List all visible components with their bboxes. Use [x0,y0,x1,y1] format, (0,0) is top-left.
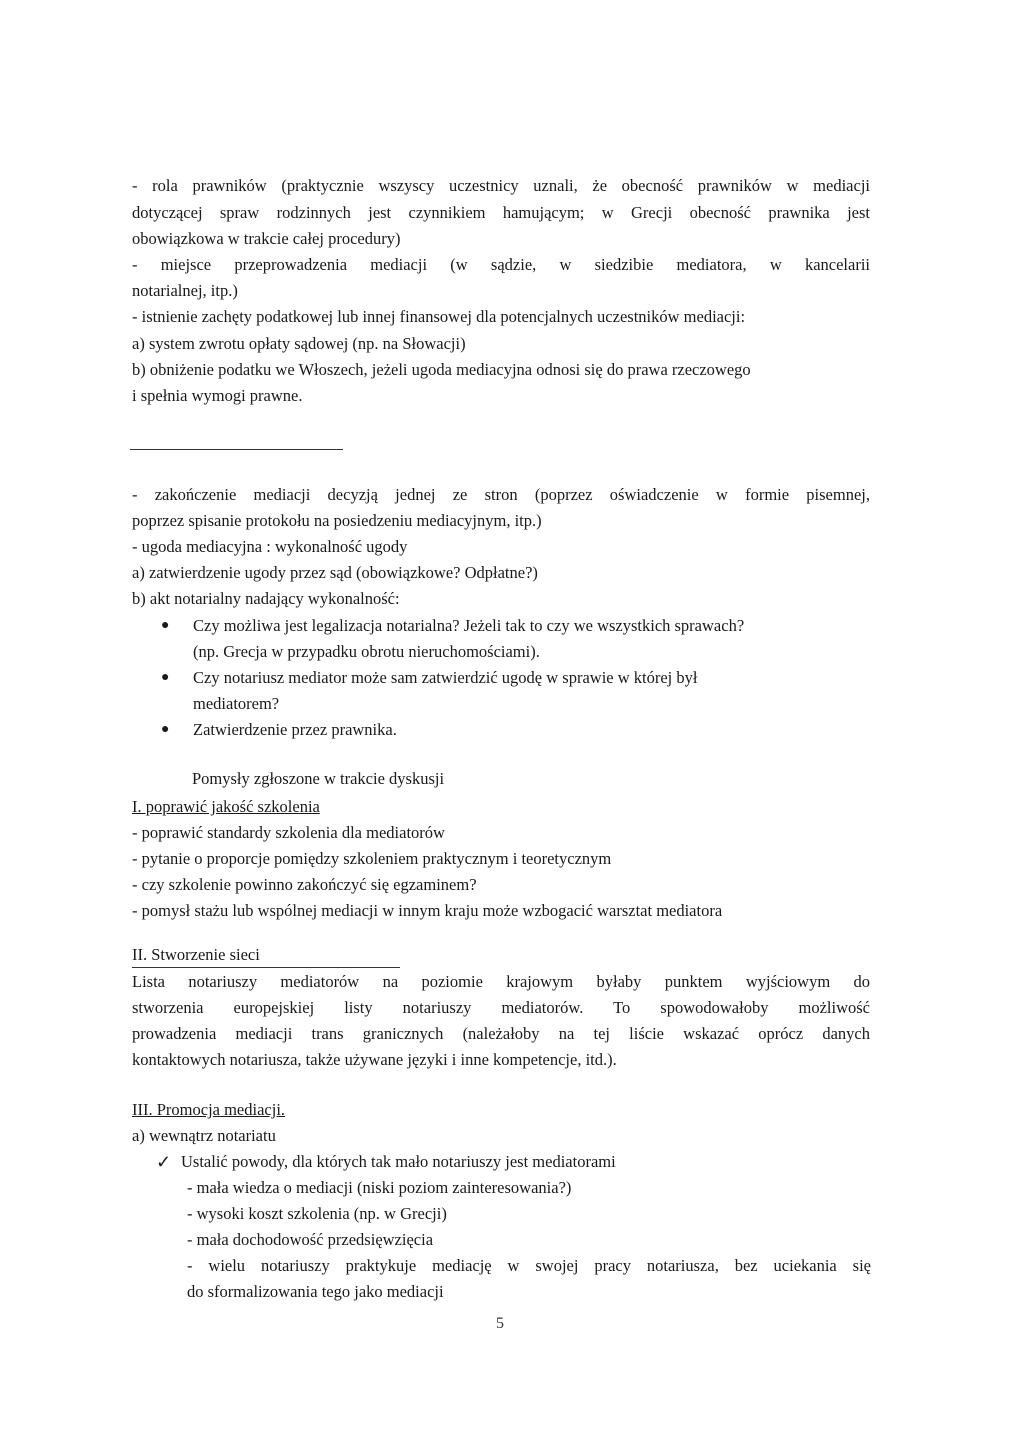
text-line: - zakończenie mediacji decyzją jednej ze stron (poprzez oświadczenie w formie pisemnej, [132,485,870,504]
text-line: do sformalizowania tego jako mediacji [187,1282,444,1301]
bullet-item-line: Czy notariusz mediator może sam zatwierdzić ugodę w sprawie w której był [193,668,698,687]
text-line: - wysoki koszt szkolenia (np. w Grecji) [187,1204,447,1223]
bullet-item-line: Zatwierdzenie przez prawnika. [193,720,397,739]
text-line: - wielu notariuszy praktykuje mediację w swojej pracy notariusza, bez uciekania się [187,1256,871,1275]
bullet-item-line: (np. Grecja w przypadku obrotu nieruchomościami). [193,642,540,661]
section-heading: I. poprawić jakość szkolenia [132,797,320,816]
checkmark-icon: ✓ [156,1152,172,1172]
section-heading: II. Stworzenie sieci [132,945,260,964]
page-number: 5 [496,1315,504,1332]
text-line: prowadzenia mediacji trans granicznych (należałoby na tej liście wskazać oprócz danych [132,1024,870,1043]
bullet-item-line: mediatorem? [193,694,280,713]
text-line: Lista notariuszy mediatorów na poziomie krajowym byłaby punktem wyjściowym do [132,972,870,991]
text-line: - poprawić standardy szkolenia dla mediatorów [132,823,445,842]
text-line: - pomysł stażu lub wspólnej mediacji w innym kraju może wzbogacić warsztat mediatora [132,901,723,920]
text-line: a) zatwierdzenie ugody przez sąd (obowiązkowe? Odpłatne?) [132,563,538,582]
text-line: - czy szkolenie powinno zakończyć się egzaminem? [132,875,477,894]
bullet-item-line: Czy możliwa jest legalizacja notarialna? Jeżeli tak to czy we wszystkich sprawach? [193,616,745,635]
text-line: - ugoda mediacyjna : wykonalność ugody [132,537,408,556]
text-line: poprzez spisanie protokołu na posiedzeniu mediacyjnym, itp.) [132,511,542,530]
section-title: Pomysły zgłoszone w trakcie dyskusji [192,769,445,788]
text-line: i spełnia wymogi prawne. [132,386,303,405]
text-line: - miejsce przeprowadzenia mediacji (w sądzie, w siedzibie mediatora, w kancelarii [132,255,870,274]
section-heading: III. Promocja mediacji. [132,1100,286,1119]
text-line: obowiązkowa w trakcie całej procedury) [132,229,401,248]
text-line: stworzenia europejskiej listy notariuszy mediatorów. To spowodowałoby możliwość [132,998,870,1017]
bullet-dot-icon: ● [161,722,170,737]
separator-line [130,449,343,450]
bullet-dot-icon: ● [161,670,170,685]
text-line: - istnienie zachęty podatkowej lub innej finansowej dla potencjalnych uczestników mediacji: [132,307,746,326]
text-line: - rola prawników (praktycznie wszyscy uczestnicy uznali, że obecność prawników w mediacji [132,176,870,195]
text-line: a) system zwrotu opłaty sądowej (np. na Słowacji) [132,334,466,353]
text-line: - mała dochodowość przedsięwzięcia [187,1230,434,1249]
text-line: b) obniżenie podatku we Włoszech, jeżeli ugoda mediacyjna odnosi się do prawa rzeczowego [132,360,751,379]
text-line: b) akt notarialny nadający wykonalność: [132,589,400,608]
text-line: - mała wiedza o mediacji (niski poziom zainteresowania?) [187,1178,572,1197]
text-line: kontaktowych notariusza, także używane języki i inne kompetencje, itd.). [132,1050,617,1069]
checklist-item: Ustalić powody, dla których tak mało notariuszy jest mediatorami [181,1152,616,1171]
text-line: - pytanie o proporcje pomiędzy szkoleniem praktycznym i teoretycznym [132,849,612,868]
text-line: notarialnej, itp.) [132,281,238,300]
bullet-dot-icon: ● [161,618,170,633]
text-line: dotyczącej spraw rodzinnych jest czynnikiem hamującym; w Grecji obecność prawnika jest [132,203,870,222]
subsection-label: a) wewnątrz notariatu [132,1126,276,1145]
